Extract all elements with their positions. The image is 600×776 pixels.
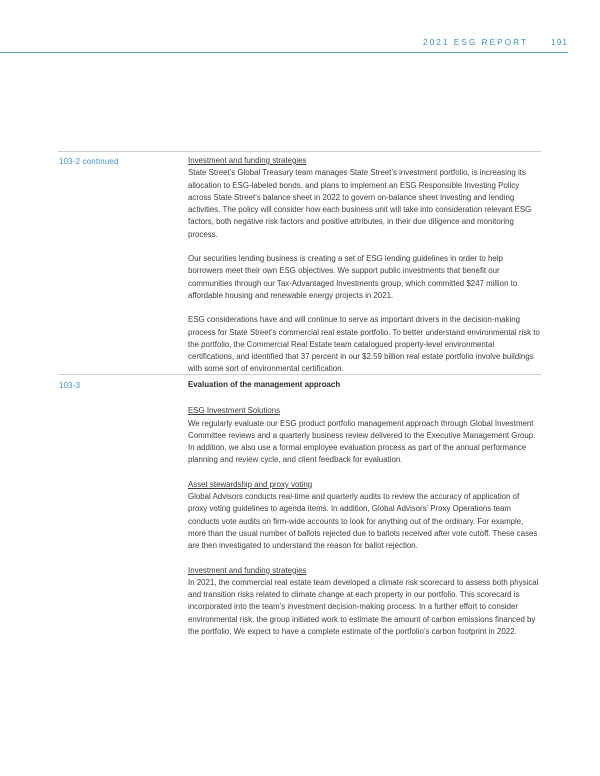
section-divider	[58, 151, 541, 152]
page-header	[0, 30, 568, 50]
disclosure-label-103-3: 103-3	[59, 381, 81, 390]
paragraph: In 2021, the commercial real estate team developed a climate risk scorecard to assess both physical and transition risks related to climate change at each property in our portfolio. This scorecard is incorporated into the team’s investment decision-making process. In a further effort to consider environmental risk, the group initiated work to estimate the amount of carbon emissions financed by the portfolio. We expect to have a complete estimate of the portfolio’s carbon footprint in 2022.	[188, 577, 539, 637]
subheading: Investment and funding strategies	[188, 565, 307, 575]
subheading: Investment and funding strategies	[188, 156, 307, 165]
section-103-3-body	[188, 379, 540, 638]
subheading: Asset stewardship and proxy voting	[188, 479, 313, 489]
disclosure-label-103-2: 103-2 continued	[59, 157, 119, 166]
section-title: Evaluation of the management approach	[188, 380, 341, 389]
paragraph: ESG considerations have and will continue to serve as important drivers in the decision-making process for State Street’s commercial real estate portfolio. To better understand environmental risk to the portfolio, the Commercial Real Estate team catalogued property-level environmental certifications, and identified that 37 percent in our $2.59 billion real estate portfolio involve buildings with some sort of environmental certification.	[188, 315, 540, 374]
paragraph: We regularly evaluate our ESG product portfolio management approach through Global Investment Committee reviews and a quarterly business review delivered to the Executive Management Group. In addition, we also use a formal employee evaluation process as part of the annual performance planning and review cycle, and client feedback for evaluation.	[188, 418, 536, 465]
section-103-2-body	[188, 155, 540, 376]
report-title: 2021 ESG REPORT	[422, 37, 528, 47]
subheading: ESG Investment Solutions	[188, 406, 281, 416]
page-number: 191	[551, 37, 568, 47]
section-divider	[58, 374, 541, 375]
header-rule	[0, 52, 568, 53]
paragraph: State Street’s Global Treasury team manages State Street’s investment portfolio, is increasing its allocation to ESG-labeled bonds, and plans to implement an ESG Responsible Investing Policy across State Street’s balance sheet in 2022 to govern on-balance sheet investing and lending activities. The policy will consider how each business unit will take into consideration relevant ESG factors, both negative risk factors and positive attributes, in their due diligence and monitoring process.	[188, 168, 532, 239]
paragraph: Our securities lending business is creating a set of ESG lending guidelines in order to help borrowers meet their own ESG objectives. We support public investments that benefit our communities through our Tax-Advantaged Investments group, which committed $247 million to affordable housing and renewable energy projects in 2021.	[188, 254, 518, 300]
paragraph: Global Advisors conducts real-time and quarterly audits to review the accuracy of application of proxy voting guidelines to agenda items. In addition, Global Advisors’ Proxy Operations team conducts vote audits on firm-wide accounts to look for anything out of the ordinary. For example, more than the usual number of ballots rejected due to ballots received after vote cutoff. These cases are then investigated to understand the reason for ballot rejection.	[188, 492, 538, 551]
